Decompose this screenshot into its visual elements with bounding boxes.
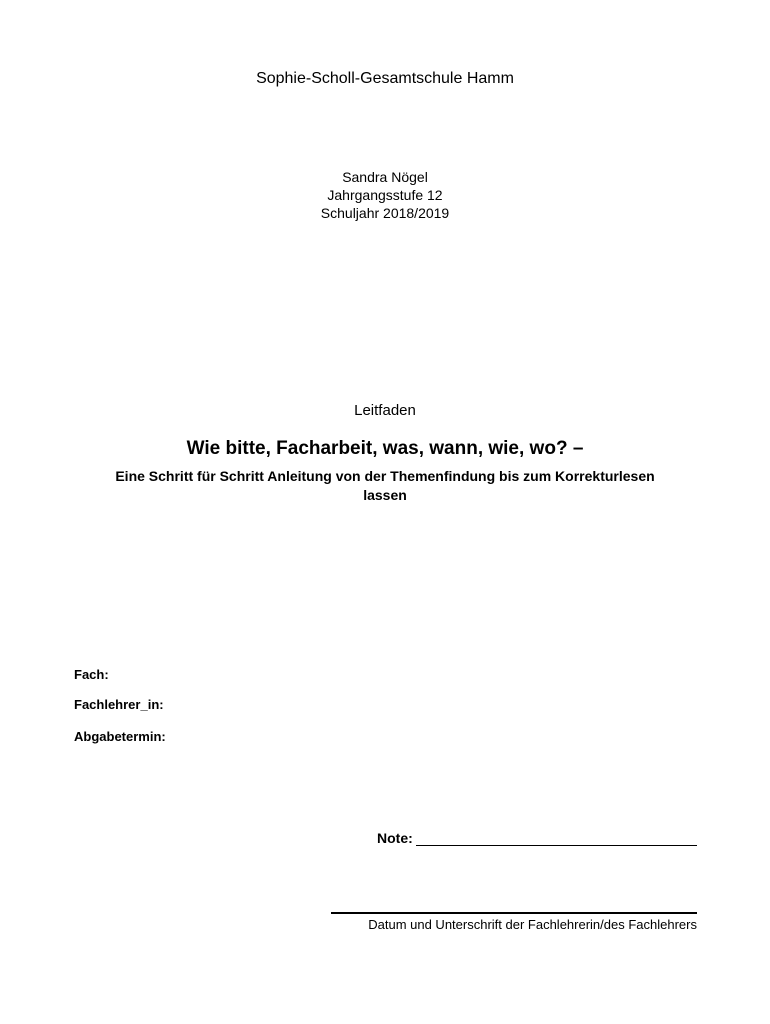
document-subtitle: Eine Schritt für Schritt Anleitung von der Themenfindung bis zum Korrekturlesen lassen: [115, 468, 655, 503]
author-block: [0, 168, 770, 222]
grade-row: [377, 830, 697, 848]
document-type: Leitfaden: [354, 402, 416, 419]
due-date-label: Abgabetermin:: [74, 729, 166, 744]
grade-level: Jahrgangsstufe 12: [327, 187, 443, 203]
author-name: Sandra Nögel: [342, 169, 428, 185]
subject-label: Fach:: [74, 667, 109, 682]
teacher-label: Fachlehrer_in:: [74, 697, 164, 712]
grade-line: [416, 845, 697, 846]
school-year: Schuljahr 2018/2019: [320, 205, 450, 221]
signature-caption: Datum und Unterschrift der Fachlehrerin/des Fachlehrers: [368, 917, 697, 932]
document-title: Wie bitte, Facharbeit, was, wann, wie, wo? –: [186, 438, 584, 459]
school-name: Sophie-Scholl-Gesamtschule Hamm: [256, 70, 514, 87]
grade-label: Note:: [377, 830, 413, 846]
signature-line: [331, 912, 697, 914]
